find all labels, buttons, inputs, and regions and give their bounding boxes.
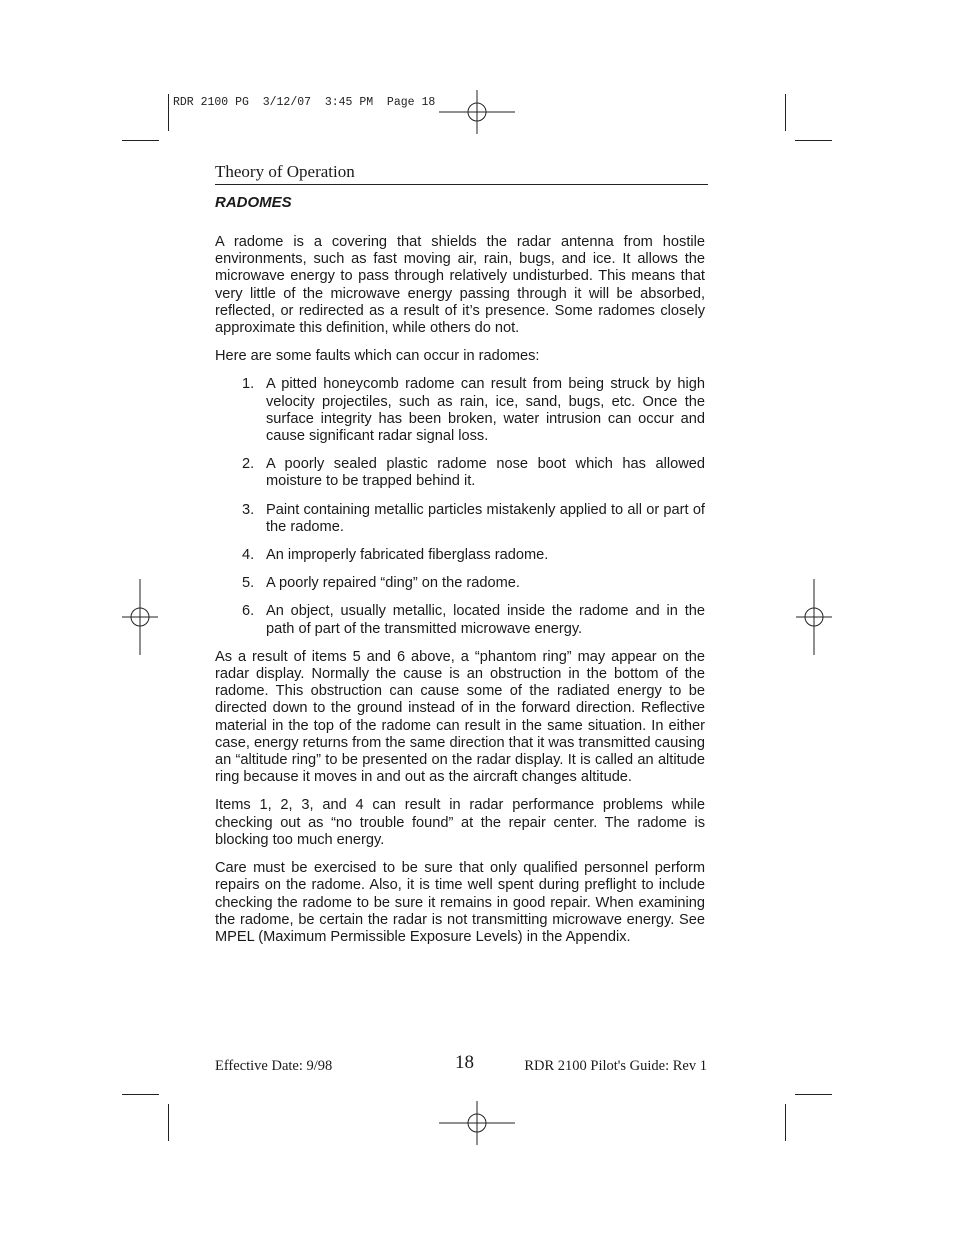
intro-paragraph: A radome is a covering that shields the radar antenna from hostile environments, such as fast moving air, rain, bugs, and ice. It allows the microwave energy to pass through relatively undisturbed. This means that very little of the microwave energy passing through it will be absorbed, reflected, or redirected as a result of it’s presence. Some radomes closely approximate this definition, while others do not. <box>215 234 705 337</box>
registration-mark-left-icon <box>102 579 178 655</box>
crop-mark-top-right-v <box>785 94 786 131</box>
list-item-text: A poorly repaired “ding” on the radome. <box>266 575 520 592</box>
list-item <box>215 603 705 637</box>
crop-mark-bottom-left-v <box>168 1104 169 1141</box>
printer-slug: RDR 2100 PG 3/12/07 3:45 PM Page 18 <box>173 96 436 109</box>
list-item-number: 3. <box>242 501 255 518</box>
list-item <box>215 456 705 490</box>
footer-effective-date: Effective Date: 9/98 <box>215 1058 333 1074</box>
list-item-number: 5. <box>242 575 255 592</box>
crop-mark-bottom-right-v <box>785 1104 786 1141</box>
header-rule <box>215 184 708 185</box>
page-number: 18 <box>455 1052 474 1073</box>
section-title: RADOMES <box>215 194 292 211</box>
crop-mark-top-left-v <box>168 94 169 131</box>
crop-mark-top-left-h <box>122 140 159 141</box>
list-item <box>215 502 705 536</box>
list-item-number: 6. <box>242 603 255 620</box>
phantom-ring-paragraph: As a result of items 5 and 6 above, a “phantom ring” may appear on the radar display. Normally the cause is an obstruction in the bottom of the radome. This obstruction can cause some of the radiated energy to be directed down to the ground instead of in the forward direction. Reflective material in the top of the radome can result in the same situation. In either case, energy returns from the same direction that it was transmitted causing an “altitude ring” to be presented on the radar display. It is called an altitude ring because it moves in and out as the aircraft changes altitude. <box>215 648 705 786</box>
list-item <box>215 547 705 564</box>
body-content <box>215 234 705 957</box>
crop-mark-bottom-left-h <box>122 1094 159 1095</box>
list-item-number: 4. <box>242 547 255 564</box>
care-paragraph: Care must be exercised to be sure that only qualified personnel perform repairs on the radome. Also, it is time well spent during preflight to include checking the radome to be sure it remains in good repair. When examining the radome, be certain the radar is not transmitting microwave energy. See MPEL (Maximum Permissible Exposure Levels) in the Appendix. <box>215 860 705 945</box>
registration-mark-bottom-icon <box>439 1085 515 1161</box>
list-item-text: Paint containing metallic particles mistakenly applied to all or part of the radome. <box>266 501 705 535</box>
page-header-title: Theory of Operation <box>215 162 355 181</box>
faults-list <box>215 376 705 637</box>
list-item <box>215 376 705 445</box>
footer-guide-title: RDR 2100 Pilot's Guide: Rev 1 <box>524 1058 707 1074</box>
list-item-number: 1. <box>242 376 255 393</box>
crop-mark-top-right-h <box>795 140 832 141</box>
crop-mark-bottom-right-h <box>795 1094 832 1095</box>
list-item-text: An object, usually metallic, located inside the radome and in the path of part of the transmitted microwave energy. <box>266 603 705 637</box>
list-item-text: A poorly sealed plastic radome nose boot which has allowed moisture to be trapped behind it. <box>266 456 705 490</box>
list-item-text: A pitted honeycomb radome can result from being struck by high velocity projectiles, such as rain, ice, sand, bugs, etc. Once the surface integrity has been broken, water intrusion can occur and cause significant radar signal loss. <box>266 376 705 445</box>
registration-mark-right-icon <box>776 579 852 655</box>
no-trouble-found-paragraph: Items 1, 2, 3, and 4 can result in radar performance problems while checking out as “no trouble found” at the repair center. The radome is blocking too much energy. <box>215 797 705 848</box>
registration-mark-top-icon <box>439 74 515 150</box>
list-item <box>215 575 705 592</box>
list-item-number: 2. <box>242 456 255 473</box>
faults-lead-paragraph: Here are some faults which can occur in radomes: <box>215 348 540 365</box>
list-item-text: An improperly fabricated fiberglass radome. <box>266 547 549 564</box>
